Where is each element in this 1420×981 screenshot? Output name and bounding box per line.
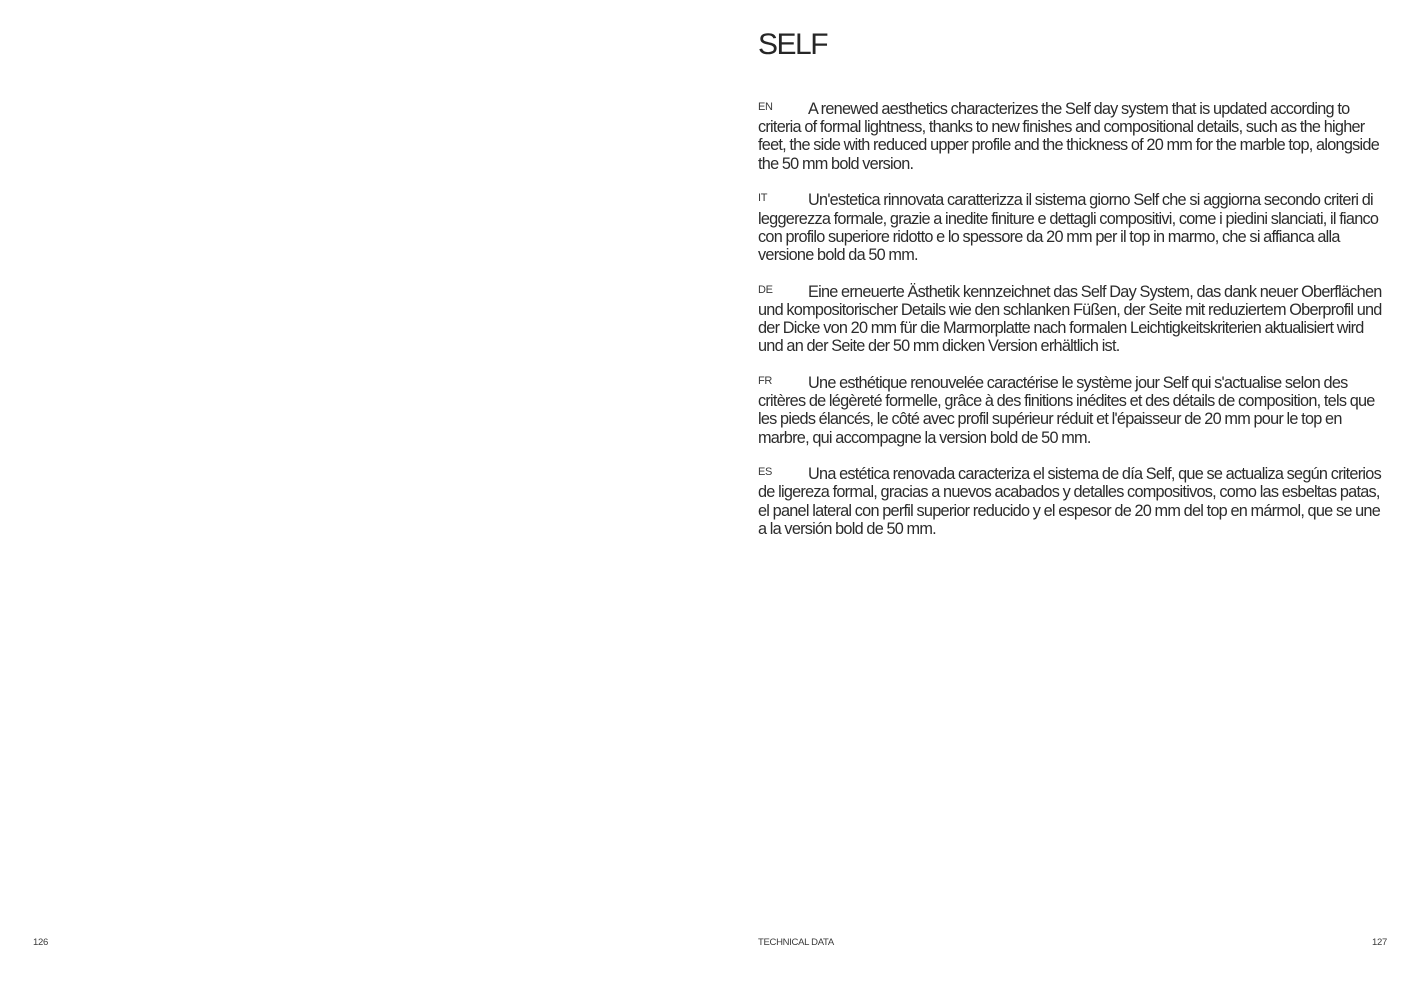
lang-code-it: IT	[758, 192, 768, 205]
paragraph-fr	[758, 374, 1388, 447]
lang-code-fr: FR	[758, 374, 773, 387]
lang-code-es: ES	[758, 466, 773, 479]
page-number-right: 127	[1372, 937, 1387, 948]
paragraph-text-de: Eine erneuerte Ästhetik kennzeichnet das Self Day System, das dank neuer Oberflächen und kompositorischer Details wie den schlanken Füßen, der Seite mit reduziertem Oberprofil und der Dicke von 20 mm für die Marmorplatte nach formalen Leichtigkeitskriterien aktualisiert wird und an der Seite der 50 mm dicken Version erhältlich ist.	[758, 282, 1382, 356]
section-label: TECHNICAL DATA	[758, 937, 834, 948]
lang-code-en: EN	[758, 101, 773, 113]
paragraph-text-it: Un'estetica rinnovata caratterizza il sistema giorno Self che si aggiorna secondo criteri di leggerezza formale, grazie a inedite finiture e dettagli compositivi, come i piedini slanciati, il fianco con profilo superiore ridotto e lo spessore da 20 mm per il top in marmo, che si affianca alla versione bold da 50 mm.	[758, 191, 1379, 264]
paragraph-de	[758, 283, 1388, 356]
paragraph-it	[758, 191, 1388, 264]
right-page	[710, 0, 1420, 981]
lang-code-de: DE	[758, 283, 773, 296]
page-title: SELF	[758, 28, 828, 61]
paragraph-en	[758, 100, 1388, 173]
paragraph-es	[758, 465, 1388, 538]
page-number-left: 126	[33, 937, 48, 948]
multilingual-description	[758, 100, 1388, 557]
paragraph-text-es: Una estética renovada caracteriza el sistema de día Self, que se actualiza según criterios de ligereza formal, gracias a nuevos acabados y detalles compositivos, como las esbeltas patas, el panel lateral con perfil superior reducido y el espesor de 20 mm del top en mármol, que se une a la versión bold de 50 mm.	[758, 465, 1381, 538]
paragraph-text-en: A renewed aesthetics characterizes the Self day system that is updated according to criteria of formal lightness, thanks to new finishes and compositional details, such as the higher feet, the side with reduced upper profile and the thickness of 20 mm for the marble top, alongside the 50 mm bold version.	[758, 100, 1379, 173]
paragraph-text-fr: Une esthétique renouvelée caractérise le système jour Self qui s'actualise selon des critères de légèreté formelle, grâce à des finitions inédites et des détails de composition, tels que les pieds élancés, le côté avec profil supérieur réduit et l'épaisseur de 20 mm pour le top en marbre, qui accompagne la version bold de 50 mm.	[758, 373, 1375, 447]
